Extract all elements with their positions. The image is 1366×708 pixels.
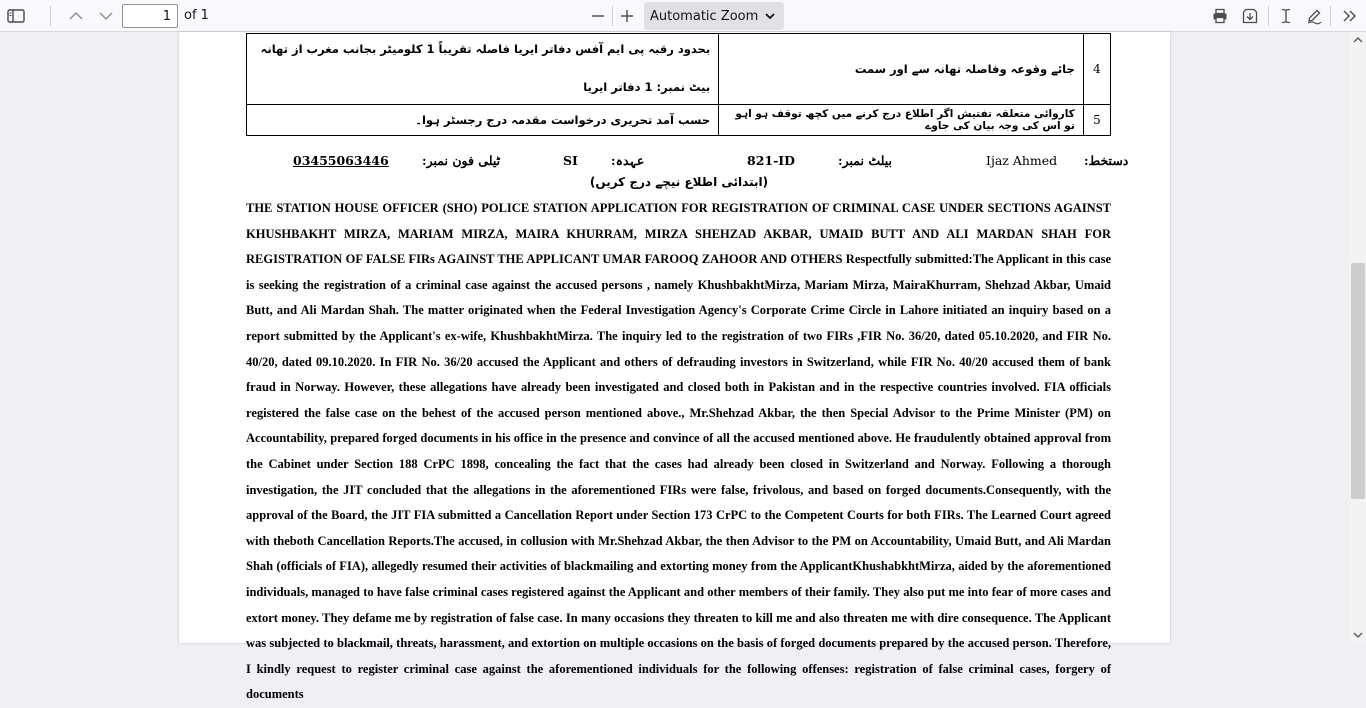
- toolbar-separator: [50, 6, 51, 26]
- page-number-input[interactable]: [122, 4, 178, 28]
- table-cell-number: [1083, 105, 1110, 136]
- initial-report-heading: (ابتدائی اطلاع نیچے درج کریں): [589, 175, 769, 189]
- officer-name: Ijaz Ahmed: [986, 153, 1058, 168]
- table-cell-number: [1083, 34, 1110, 105]
- application-body-text: THE STATION HOUSE OFFICER (SHO) POLICE STATION APPLICATION FOR REGISTRATION OF CRIMINAL CASE UNDER SECTIONS AGAINST KHUSHBAKHT MIRZA, MARIAM MIRZA, MAIRA KHURRAM, MIRZA SHEHZAD AKBAR, UMAID BUTT AND ALI MARDAN SHAH FOR REGISTRATION OF FALSE FIRs AGAINST THE APPLICANT UMAR FAROOQ ZAHOOR AND OTHERS Respectfully submitted:The Applicant in this case is seeking the registration of a criminal case against the accused persons , namely KhushbakhtMirza, Mariam Mirza, MairaKhurram, Shehzad Akbar, Umaid Butt, and Ali Mardan Shah. The matter originated when the Federal Investigation Agency's Corporate Crime Circle in Lahore initiated an inquiry based on a report submitted by the Applicant's ex-wife, KhushbakhtMirza. The inquiry led to the registration of two FIRs ,FIR No. 36/20, dated 05.10.2020, and FIR No. 40/20, dated 09.10.2020. In FIR No. 36/20 accused the Applicant and others of defrauding investors in Switzerland, while FIR No. 40/20 accused them of bank fraud in Norway. However, these allegations have already been investigated and closed both in Pakistan and in the respective countries involved. FIA officials registered the false case on the behest of the accused person mentioned above., Mr.Shehzad Akbar, the then Special Advisor to the Prime Minister (PM) on Accountability, prepared forged documents in his office in the presence and convince of all the accused mentioned above. He fraudulently obtained approval from the Cabinet under Section 188 CrPC 1898, concealing the fact that the cases had already been closed in Switzerland and Norway. Following a thorough investigation, the JIT concluded that the allegations in the aforementioned FIRs were false, frivolous, and based on forged documents.Consequently, with the approval of the Board, the JIT FIA submitted a Cancellation Report under Section 173 CrPC to the Competent Courts for both FIRs. The Learned Court agreed with theboth Cancellation Reports.The accused, in collusion with Mr.Shehzad Akbar, the then Advisor to the PM on Accountability, Umaid Butt, and Ali Mardan Shah (officials of FIA), allegedly resumed their activities of blackmailing and extorting money from the ApplicantKhushabkhtMirza, aided by the aforementioned individuals, managed to have false criminal cases registered against the Applicant and other members of their family. They also put me into fear of more cases and extort money. They defame me by registration of false case. In many occasions they threaten to kill me and also threaten me with dire consequence. The Applicant was subjected to blackmail, threats, harassment, and extortion on multiple occasions on the basis of forged documents prepared by the accused person. Therefore, I kindly request to register criminal case against the aforementioned individuals for the following offenses: registration of false criminal cases, forgery of documents: [246, 201, 1111, 702]
- document-viewer[interactable]: [0, 32, 1350, 702]
- previous-page-icon[interactable]: [64, 4, 88, 28]
- toolbar-separator: [1268, 6, 1269, 26]
- row5-number: 5: [1093, 113, 1101, 127]
- chevron-down-icon: [764, 10, 776, 26]
- belt-number-value: 821-ID: [747, 153, 795, 168]
- scroll-down-icon[interactable]: [1351, 628, 1365, 642]
- more-tools-icon[interactable]: [1338, 4, 1362, 28]
- rank-label: عہدہ:: [611, 153, 645, 168]
- scroll-up-icon[interactable]: [1351, 33, 1365, 47]
- phone-label: ٹیلی فون نمبر:: [422, 153, 501, 168]
- page-count-label: of 1: [184, 8, 209, 23]
- table-cell-value: [247, 34, 719, 105]
- print-icon[interactable]: [1208, 4, 1232, 28]
- row5-label: کاروائی متعلقہ تفتیش اگر اطلاع درج کرنے میں کچھ توقف ہو اہو تو اس کی وجہ بیان کی جاوے: [735, 108, 1075, 132]
- zoom-select-value: Automatic Zoom: [650, 8, 759, 24]
- table-cell-label: [719, 105, 1084, 136]
- sidebar-toggle-icon[interactable]: [4, 4, 28, 28]
- pdf-toolbar: [0, 0, 1366, 32]
- draw-pen-icon[interactable]: [1302, 4, 1326, 28]
- toolbar-separator: [1330, 6, 1331, 26]
- phone-value: 03455063446: [293, 153, 389, 168]
- toolbar-separator: [612, 6, 613, 26]
- row5-value: حسب آمد تحریری درخواست مقدمہ درج رجسٹر ہوا۔: [415, 113, 711, 127]
- scrollbar-thumb[interactable]: [1351, 263, 1365, 499]
- table-row: [247, 105, 1111, 136]
- pdf-page: [179, 32, 1170, 702]
- row4-value-line1: بحدود رقبہ پی ایم آفس دفاتر ایریا فاصلہ تقریباً 1 کلومیٹر بجانب مغرب از تھانہ: [260, 42, 711, 56]
- zoom-out-icon[interactable]: [586, 4, 610, 28]
- rank-value: SI: [563, 153, 578, 168]
- row4-value-line2: بیٹ نمبر: 1 دفاتر ایریا: [583, 80, 711, 94]
- next-page-icon[interactable]: [94, 4, 118, 28]
- belt-number-label: بیلٹ نمبر:: [838, 153, 893, 168]
- row4-number: 4: [1093, 62, 1101, 76]
- zoom-in-icon[interactable]: [615, 4, 639, 28]
- zoom-select[interactable]: [644, 2, 784, 30]
- table-cell-label: [719, 34, 1084, 105]
- row4-label: جائے وقوعہ وفاصلہ تھانہ سے اور سمت: [854, 62, 1075, 76]
- table-cell-value: [247, 105, 719, 136]
- fir-table: [246, 33, 1111, 136]
- signature-label: دستخط:: [1084, 153, 1129, 168]
- save-icon[interactable]: [1238, 4, 1262, 28]
- text-cursor-icon[interactable]: [1274, 4, 1298, 28]
- table-row: [247, 34, 1111, 105]
